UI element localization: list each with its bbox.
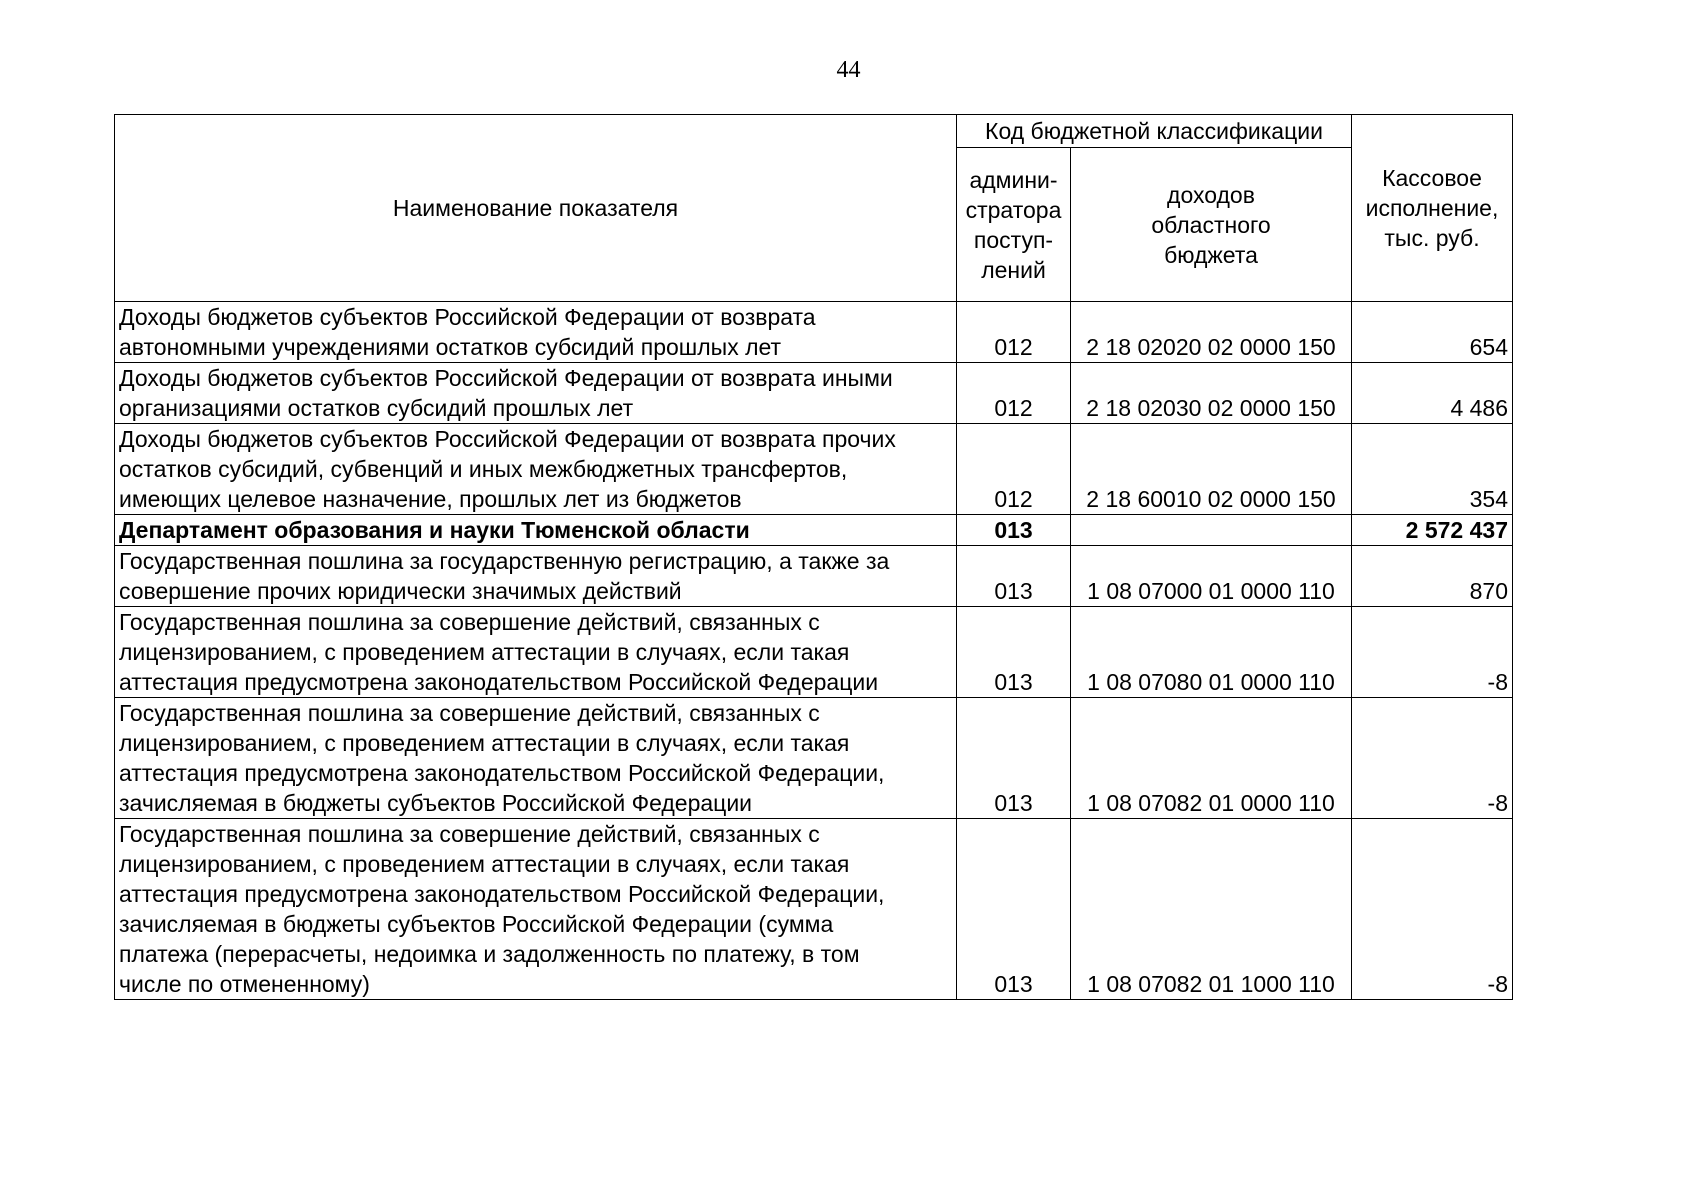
table-row [115,424,1513,515]
row-indicator-name: Доходы бюджетов субъектов Российской Федерации от возврата прочих остатков субсидий, субвенций и иных межбюджетных трансфертов, имеющих целевое назначение, прошлых лет из бюджетов [115,424,957,515]
row-income-code: 2 18 60010 02 0000 150 [1071,424,1352,515]
row-cash-amount: -8 [1352,607,1513,698]
row-administrator-code: 012 [957,302,1071,363]
header-amount-lines: Кассовое исполнение, тыс. руб. [1365,165,1499,251]
row-indicator-name: Доходы бюджетов субъектов Российской Федерации от возврата автономными учреждениями остатков субсидий прошлых лет [115,302,957,363]
row-cash-amount: 4 486 [1352,363,1513,424]
row-administrator-code: 013 [957,819,1071,1000]
row-administrator-code: 013 [957,607,1071,698]
table-header [115,115,1513,302]
row-indicator-name: Государственная пошлина за государственную регистрацию, а также за совершение прочих юридически значимых действий [115,546,957,607]
row-administrator-code: 013 [957,698,1071,819]
table-row [115,363,1513,424]
row-income-code: 1 08 07000 01 0000 110 [1071,546,1352,607]
row-indicator-name: Государственная пошлина за совершение действий, связанных с лицензированием, с проведением аттестации в случаях, если такая аттестация предусмотрена законодательством Российской Федерации, зачисляемая в бюджеты субъектов Российской Федерации [115,698,957,819]
row-cash-amount: -8 [1352,698,1513,819]
row-administrator-code: 013 [957,515,1071,546]
table-row [115,607,1513,698]
header-cash-execution [1352,115,1513,302]
table-row [115,819,1513,1000]
row-cash-amount: -8 [1352,819,1513,1000]
row-income-code: 1 08 07082 01 0000 110 [1071,698,1352,819]
table-row [115,546,1513,607]
header-admin-lines: админи- стратора поступ- лений [965,166,1062,283]
row-income-code: 1 08 07082 01 1000 110 [1071,819,1352,1000]
page-number: 44 [836,57,861,83]
row-administrator-code: 012 [957,424,1071,515]
row-cash-amount: 870 [1352,546,1513,607]
row-indicator-name: Государственная пошлина за совершение действий, связанных с лицензированием, с проведением аттестации в случаях, если такая аттестация предусмотрена законодательством Российской Федерации [115,607,957,698]
header-indicator-name: Наименование показателя [115,115,957,302]
header-administrator [957,148,1071,302]
row-income-code: 2 18 02020 02 0000 150 [1071,302,1352,363]
row-income-code [1071,515,1352,546]
row-administrator-code: 013 [957,546,1071,607]
table-row [115,302,1513,363]
row-indicator-name: Государственная пошлина за совершение действий, связанных с лицензированием, с проведением аттестации в случаях, если такая аттестация предусмотрена законодательством Российской Федерации, зачисляемая в бюджеты субъектов Российской Федерации (сумма платежа (перерасчеты, недоимка и задолженность по платежу, в том числе по отмененному) [115,819,957,1000]
table-row [115,515,1513,546]
row-cash-amount: 654 [1352,302,1513,363]
table-body [115,302,1513,1000]
row-cash-amount: 2 572 437 [1352,515,1513,546]
row-income-code: 2 18 02030 02 0000 150 [1071,363,1352,424]
header-regional-income [1071,148,1352,302]
row-income-code: 1 08 07080 01 0000 110 [1071,607,1352,698]
budget-income-table [114,114,1513,1000]
row-indicator-name: Департамент образования и науки Тюменской области [115,515,957,546]
row-indicator-name: Доходы бюджетов субъектов Российской Федерации от возврата иными организациями остатков субсидий прошлых лет [115,363,957,424]
header-income-lines: доходов областного бюджета [1151,181,1271,268]
header-classification-code: Код бюджетной классификации [957,115,1352,148]
table-row [115,698,1513,819]
row-cash-amount: 354 [1352,424,1513,515]
row-administrator-code: 012 [957,363,1071,424]
